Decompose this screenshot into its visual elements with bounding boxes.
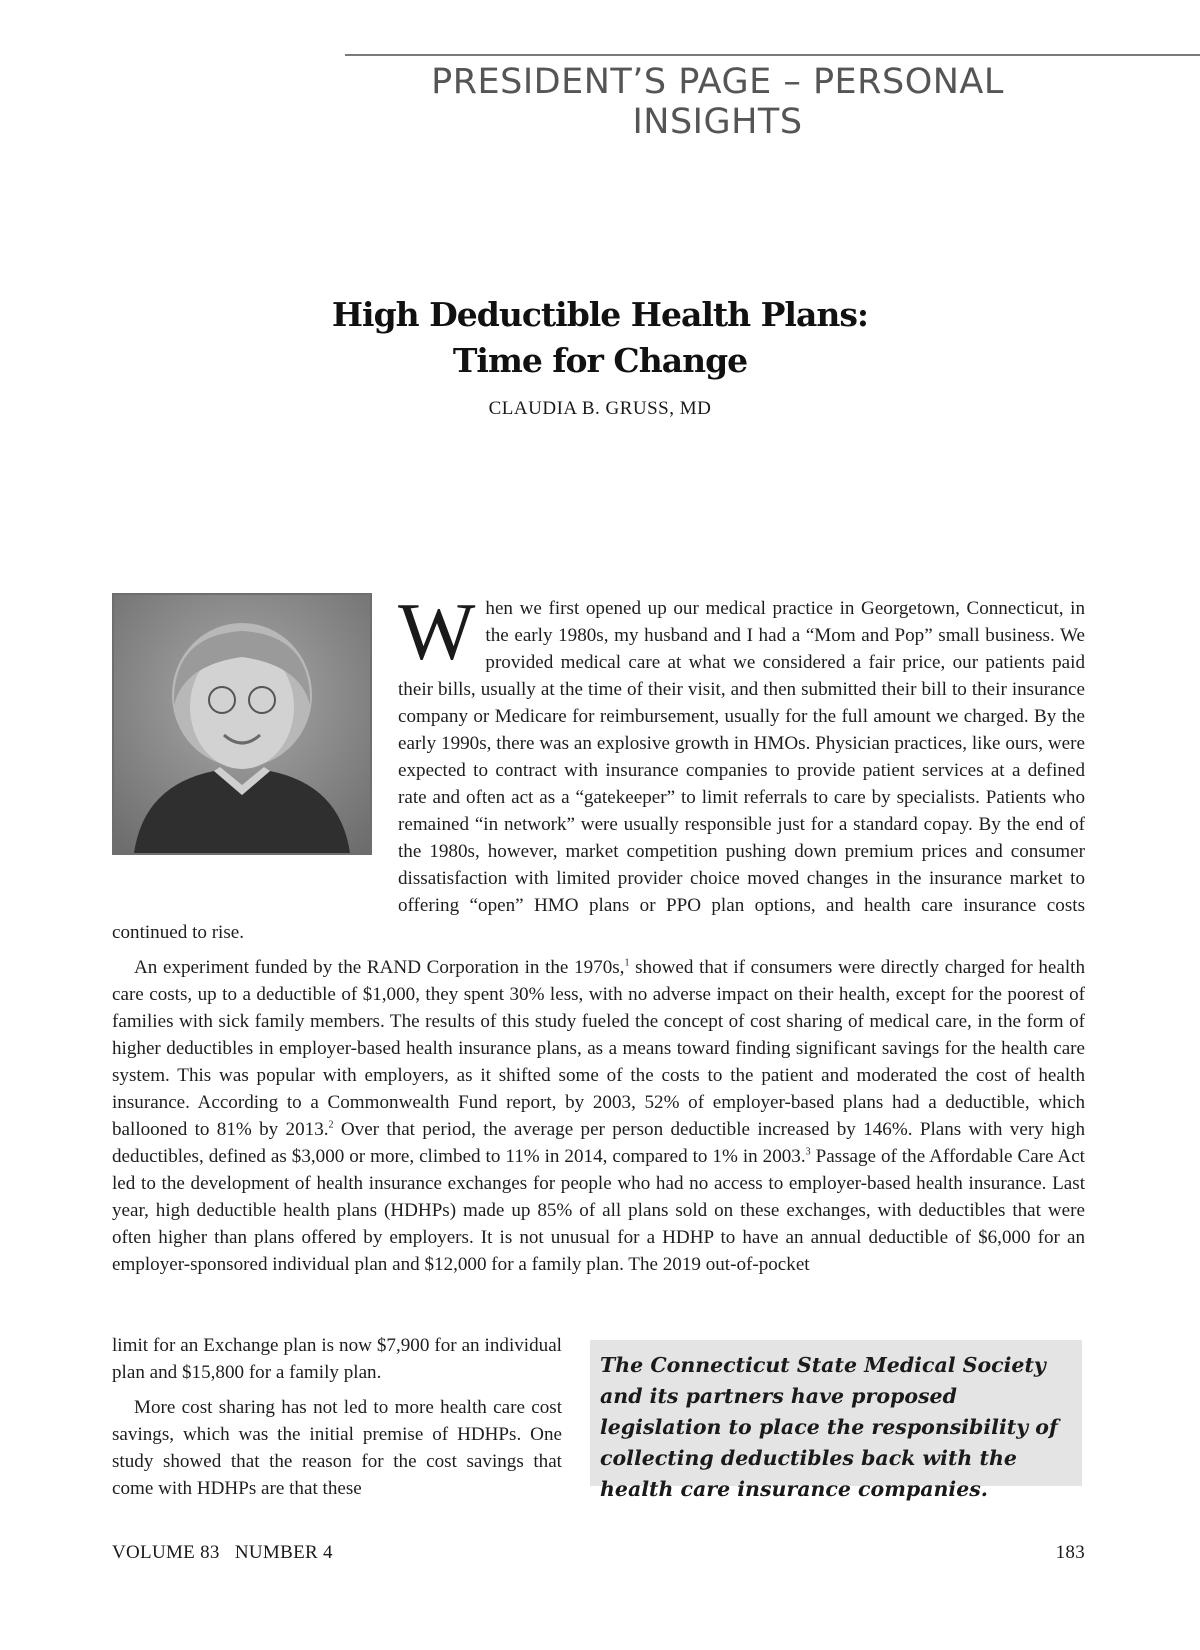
volume-text: VOLUME 83 NUMBER 4 [112,1542,333,1563]
p2-text-a: An experiment funded by the RAND Corporation in the 1970s, [134,957,625,978]
footnote-ref-2: 2 [328,1119,334,1131]
paragraph-2 [112,954,1085,1278]
paragraph-2-end: limit for an Exchange plan is now $7,900 for an individual plan and $15,800 for a family plan. [112,1335,562,1383]
header-rule [345,54,1200,56]
title-line-1: High Deductible Health Plans: [331,295,869,334]
footnote-ref-1: 1 [624,957,630,969]
section-header: PRESIDENT’S PAGE – PERSONAL INSIGHTS [431,62,1004,142]
p2-text-d: Passage of the Affordable Care Act led to the development of health insurance exchanges for people who had no access to employer-based health insurance. Last year, high deductible health plans (HDHPs) made up 85% of all plans sold on these exchanges, with deductibles that were often higher than plans offered by employers. It is not unusual for a HDHP to have an annual deductible of $6,000 for an employer-sponsored individual plan and $12,000 for a family plan. The 2019 out-of-pocket [112,1146,1085,1275]
paragraph-1-text: hen we first opened up our medical practice in Georgetown, Connecticut, in the early 1980s, my husband and I had a “Mom and Pop” small business. We provided medical care at what we considered a fair price, our patients paid their bills, usually at the time of their visit, and then submitted their bill to their insurance company or Medicare for reimbursement, usually for the full amount we charged. By the early 1990s, there was an explosive growth in HMOs. Physician practices, like ours, were expected to contract with insurance companies to provide patient services at a defined rate and often act as a “gatekeeper” to limit referrals to care by specialists. Patients who remained “in network” were usually responsible just for a standard copay. By the end of the 1980s, however, market competition pushing down premium prices and consumer dissatisfaction with limited provider choice moved changes in the insurance market to offering “open” HMO plans or PPO plan options, and health care insurance costs continued to rise. [112,598,1085,943]
photo-spacer [112,595,398,893]
article-author: CLAUDIA B. GRUSS, MD [488,398,712,419]
article-body [112,586,1086,1278]
drop-cap: W [398,586,476,677]
pull-quote-text: The Connecticut State Medical Society and its partners have proposed legislation to place the responsibility of collecting deductibles back with the health care insurance companies. [600,1353,1058,1501]
pull-quote [590,1340,1082,1501]
article-title [300,292,900,384]
page-number: 183 [1055,1542,1085,1563]
title-line-2: Time for Change [452,341,748,380]
p2-text-c: Over that period, the average per person deductible increased by 146%. Plans with very high deductibles, defined as $3,000 or more, climbed to 11% in 2014, compared to 1% in 2003. [112,1119,1086,1167]
footnote-ref-3: 3 [805,1146,811,1158]
p2-text-b: showed that if consumers were directly charged for health care costs, up to a deductible of $1,000, they spent 30% less, with no adverse impact on their health, except for the poorest of families with sick family members. The results of this study fueled the concept of cost sharing of medical care, in the form of higher deductibles in employer-based health insurance plans, as a means toward finding significant savings for the health care system. This was popular with employers, as it shifted some of the costs to the patient and moderated the cost of health insurance. According to a Commonwealth Fund report, by 2003, 52% of employer-based plans had a deductible, which ballooned to 81% by 2013. [112,957,1085,1140]
paragraph-3: More cost sharing has not led to more health care cost savings, which was the initial premise of HDHPs. One study showed that the reason for the cost savings that come with HDHPs are that these [112,1397,562,1499]
paragraph-1 [112,586,1085,946]
footer-volume [112,1542,333,1564]
left-column [112,1332,562,1502]
